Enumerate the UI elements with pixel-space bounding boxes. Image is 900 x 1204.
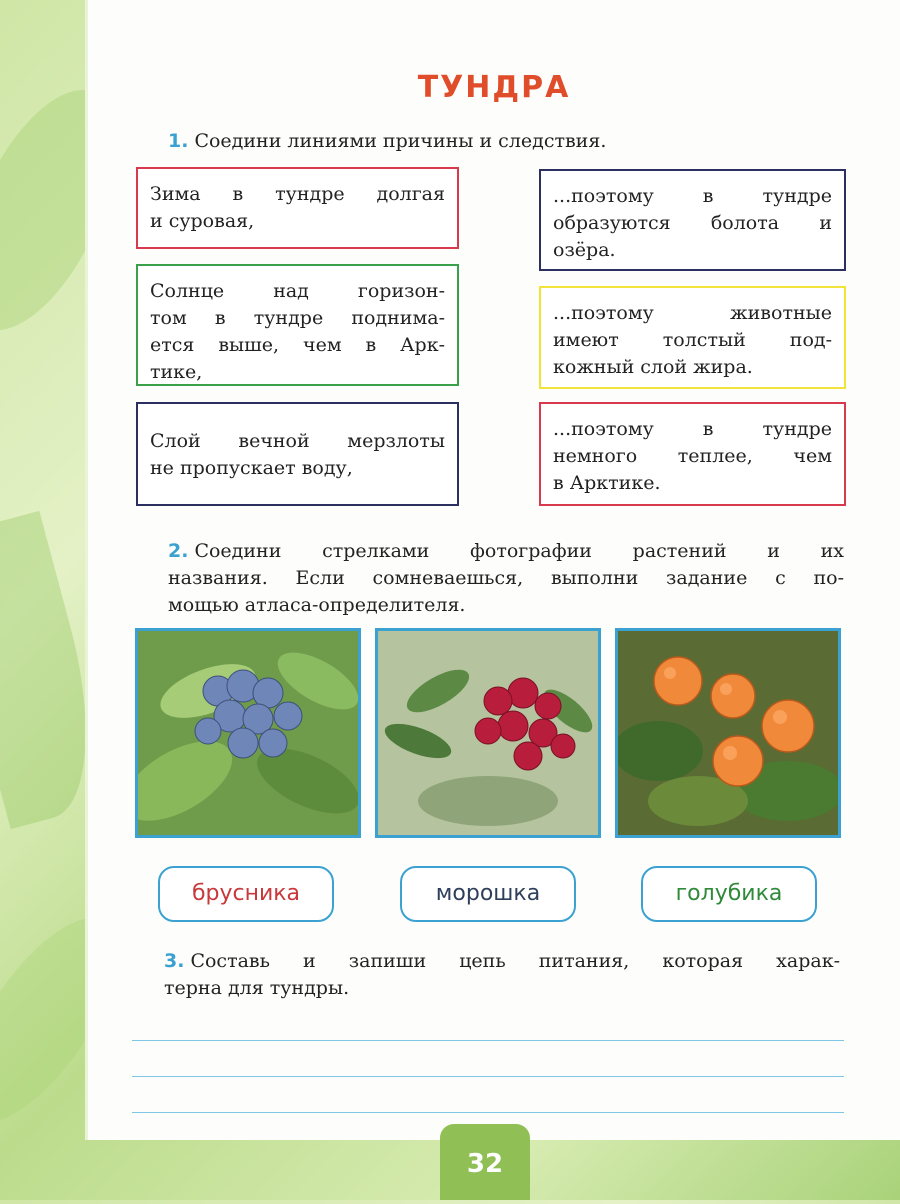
plant-name-bog-blueberry[interactable]	[641, 866, 817, 922]
effect-text-line: кожный слой жира.	[553, 356, 753, 378]
task-3-instruction	[164, 948, 840, 1002]
effect-text-line: имеют толстый под-	[553, 329, 832, 351]
effect-text-line: ...поэтому в тундре	[553, 418, 832, 440]
blueberry-photo[interactable]	[135, 628, 361, 838]
effect-text-line: немного теплее, чем	[553, 445, 832, 467]
cause-box[interactable]	[136, 402, 459, 506]
plant-name-text: голубика	[675, 881, 783, 906]
task-1-instruction	[168, 128, 828, 155]
plant-name-cloudberry[interactable]	[400, 866, 576, 922]
lingonberry-photo[interactable]	[375, 628, 601, 838]
cause-text-line: Слой вечной мерзлоты	[150, 430, 445, 452]
task-text-line: терна для тундры.	[164, 977, 350, 999]
task-number: 1.	[168, 130, 189, 152]
answer-line[interactable]	[132, 1076, 844, 1077]
cause-text-line: ется выше, чем в Арк-	[150, 334, 445, 356]
task-text-line: мощью атласа-определителя.	[168, 594, 466, 616]
task-text-line: Составь и запиши цепь питания, которая харак-	[190, 950, 840, 972]
plant-name-text: морошка	[435, 881, 541, 906]
effect-text-line: в Арктике.	[553, 472, 661, 494]
cause-text-line: не пропускает воду,	[150, 457, 353, 479]
cause-box[interactable]	[136, 167, 459, 249]
cause-text-line: том в тундре поднима-	[150, 307, 445, 329]
cause-text-line: тике,	[150, 361, 203, 383]
effect-text-line: ...поэтому животные	[553, 302, 832, 324]
page-title: ТУНДРА	[417, 70, 571, 105]
cause-text-line: Зима в тундре долгая	[150, 183, 445, 205]
effect-text-line: образуются болота и	[553, 212, 832, 234]
task-text-line: Соедини стрелками фотографии растений и их	[194, 540, 844, 562]
cause-box[interactable]	[136, 264, 459, 386]
workbook-page	[88, 0, 900, 1140]
task-number: 3.	[164, 950, 185, 972]
effect-text-line: озёра.	[553, 239, 616, 261]
task-text-line: названия. Если сомневаешься, выполни задание с по-	[168, 567, 844, 589]
plant-name-text: брусника	[191, 881, 301, 906]
effect-text-line: ...поэтому в тундре	[553, 185, 832, 207]
answer-line[interactable]	[132, 1040, 844, 1041]
page-number: 32	[440, 1124, 530, 1200]
effect-box[interactable]	[539, 402, 846, 506]
task-text: Соедини линиями причины и следствия.	[194, 130, 607, 152]
effect-box[interactable]	[539, 169, 846, 271]
task-2-instruction	[168, 538, 844, 619]
cause-text-line: и суровая,	[150, 210, 255, 232]
effect-box[interactable]	[539, 286, 846, 389]
plant-name-lingonberry[interactable]	[158, 866, 334, 922]
cloudberry-photo[interactable]	[615, 628, 841, 838]
answer-line[interactable]	[132, 1112, 844, 1113]
task-number: 2.	[168, 540, 189, 562]
cause-text-line: Солнце над горизон-	[150, 280, 445, 302]
